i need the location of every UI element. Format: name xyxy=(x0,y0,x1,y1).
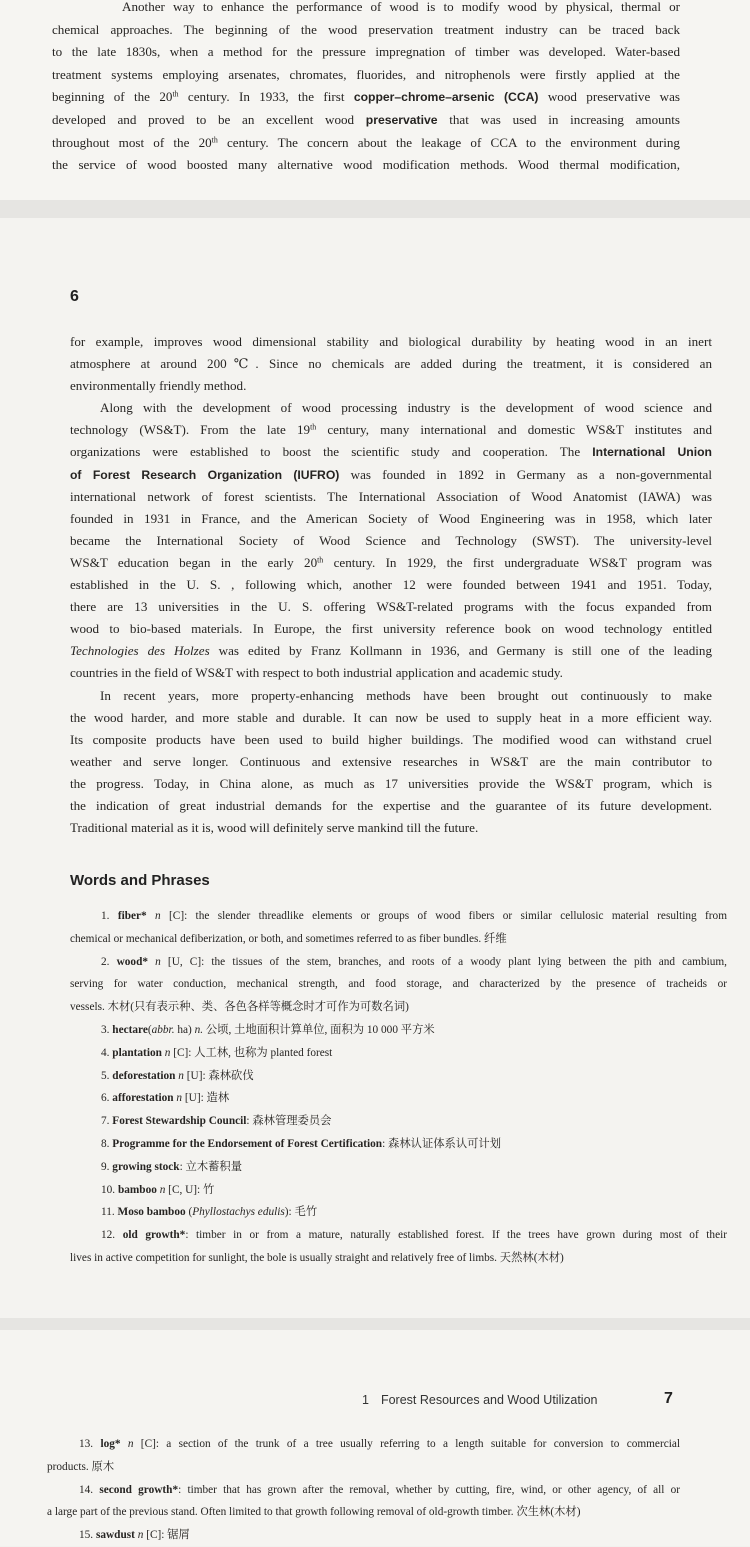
text-run: chemical approaches. The beginning of the wood preservation treatment industry can be traced back xyxy=(52,21,680,37)
text-line xyxy=(70,996,727,1019)
chapter-number: 1 xyxy=(362,1393,369,1407)
text-run: the service of wood boosted many alternative wood modification methods. Wood thermal modification, xyxy=(52,157,680,173)
text-run: to the late 1830s, when a method for the pressure impregnation of timber was developed. Water-based xyxy=(52,44,680,60)
bold-term: of Forest Research Organization (IUFRO) xyxy=(70,467,340,482)
text-line xyxy=(70,951,727,974)
text-run: 公顷, 土地面积计算单位, 面积为 10 000 平方米 xyxy=(203,1023,435,1036)
italic-text: n. xyxy=(194,1023,204,1036)
section-heading: Words and Phrases xyxy=(70,872,210,889)
bold-term: hectare xyxy=(112,1023,148,1036)
bold-term: International Union xyxy=(592,445,712,460)
text-run: ): 毛竹 xyxy=(284,1206,318,1219)
italic-text: n xyxy=(164,1046,171,1059)
glossary-entry xyxy=(70,951,727,1019)
text-run: : 立木蓄积量 xyxy=(179,1160,243,1173)
text-line xyxy=(70,928,727,951)
text-run: 13. xyxy=(79,1438,101,1450)
text-run: century. In 1929, the first undergraduate WS&T program was xyxy=(323,554,712,570)
italic-text: n xyxy=(178,1069,184,1082)
text-run: Along with the development of wood processing industry is the development of wood science and xyxy=(100,400,712,416)
text-line xyxy=(70,662,712,684)
bold-term: Forest Stewardship Council xyxy=(112,1115,247,1128)
text-line xyxy=(70,1065,727,1088)
text-line xyxy=(70,618,712,640)
text-line xyxy=(70,530,712,552)
text-run: : 森林管理委员会 xyxy=(246,1115,332,1128)
text-run: century. The concern about the leakage of CCA to the environment during xyxy=(217,134,680,150)
text-line xyxy=(70,729,712,751)
glossary-entry xyxy=(70,905,727,951)
text-line xyxy=(70,751,712,773)
text-run: developed and proved to be an excellent wood xyxy=(52,111,366,127)
text-run: 14. xyxy=(79,1483,100,1496)
text-run: Traditional material as it is, wood will definitely serve mankind till the future. xyxy=(70,820,479,836)
text-line xyxy=(52,132,680,155)
text-run: throughout most of the 20 xyxy=(52,134,212,150)
paragraph xyxy=(70,685,712,840)
bold-term: wood* xyxy=(116,955,148,968)
superscript: th xyxy=(211,134,218,144)
text-line xyxy=(70,1042,727,1065)
glossary-entry xyxy=(70,1133,727,1156)
glossary-entry xyxy=(70,1179,727,1202)
text-line xyxy=(70,1156,727,1179)
text-line xyxy=(70,1019,727,1042)
text-run: established in the U. S. , following which, another 12 were founded between 1941 and 1951. Today, xyxy=(70,577,712,593)
text-run: environmentally friendly method. xyxy=(70,378,247,394)
text-run: 9. xyxy=(101,1160,113,1173)
text-line xyxy=(70,1087,727,1110)
text-line xyxy=(70,353,712,375)
text-line xyxy=(70,973,727,996)
glossary-entry xyxy=(70,1087,727,1110)
text-run: 8. xyxy=(101,1137,113,1150)
text-run: [U, C]: the tissues of the stem, branches, and roots of a woody plant lying between the pith and cambium, xyxy=(160,955,728,968)
chapter-title: Forest Resources and Wood Utilization xyxy=(380,1393,598,1407)
text-line xyxy=(70,441,712,463)
page-number: 6 xyxy=(70,288,79,305)
text-line xyxy=(70,1224,727,1247)
superscript: th xyxy=(172,89,179,99)
italic-text: n xyxy=(127,1438,134,1450)
text-line xyxy=(70,486,712,508)
text-line xyxy=(47,1433,680,1456)
italic-text: n xyxy=(155,955,161,968)
text-run: : 森林认证体系认可计划 xyxy=(382,1137,502,1150)
text-run: [C, U]: 竹 xyxy=(165,1183,215,1196)
glossary-entry xyxy=(70,1065,727,1088)
text-line xyxy=(70,773,712,795)
text-run: the progress. Today, in China alone, as much as 17 universities provide the WS&T program, which is xyxy=(70,775,712,791)
glossary-entry xyxy=(70,1156,727,1179)
text-run: lives in active competition for sunlight, the bole is usually straight and relatively free of limbs. 天然林(木材) xyxy=(70,1251,564,1264)
text-line xyxy=(52,109,680,132)
text-line xyxy=(52,64,680,87)
text-line xyxy=(52,19,680,42)
bold-term: Programme for the Endorsement of Forest Certification xyxy=(112,1137,383,1150)
text-run: 12. xyxy=(101,1229,123,1242)
text-line xyxy=(70,1247,727,1270)
text-run: [U]: 造林 xyxy=(182,1092,230,1105)
text-run: the wood harder, and more stable and durable. It can now be used to supply heat in a more efficient way. xyxy=(70,709,712,725)
glossary-entry xyxy=(47,1524,680,1547)
text-run: wood to bio-based materials. In Europe, the first university reference book on wood technology entitled xyxy=(70,621,712,637)
text-run: 2. xyxy=(101,955,117,968)
text-run: the indication of great industrial demands for the expertise and the guarantee of its future development. xyxy=(70,797,712,813)
text-run: 6. xyxy=(101,1092,113,1105)
text-line xyxy=(70,905,727,928)
text-run: serving for water conduction, mechanical strength, and food storage, and characterized by the presence of tracheids or xyxy=(70,978,727,991)
text-line xyxy=(70,685,712,707)
glossary-list xyxy=(47,1433,680,1547)
body-text xyxy=(52,0,680,177)
text-run: ( xyxy=(185,1206,193,1219)
text-line xyxy=(70,1110,727,1133)
page-divider xyxy=(0,1318,750,1330)
text-run: beginning of the 20 xyxy=(52,89,173,105)
glossary-list xyxy=(70,905,727,1270)
text-run: [C]: 锯屑 xyxy=(143,1529,190,1542)
text-run xyxy=(147,910,155,922)
bold-term: Moso bamboo xyxy=(117,1206,186,1219)
text-run: atmosphere at around 200℃. Since no chemicals are added during the treatment, it is considered an xyxy=(70,356,712,372)
body-text xyxy=(70,331,712,839)
text-run: organizations were established to boost the scientific study and cooperation. The xyxy=(70,444,593,460)
text-run: was founded in 1892 in Germany as a non-governmental xyxy=(339,466,712,482)
text-run: was edited by Franz Kollmann in 1936, and Germany is still one of the leading xyxy=(209,643,713,659)
running-header xyxy=(362,1393,598,1407)
text-line xyxy=(70,1201,727,1224)
glossary-entry xyxy=(70,1224,727,1270)
previous-page-fragment xyxy=(0,0,750,200)
text-line xyxy=(70,375,712,397)
text-run: 5. xyxy=(101,1069,113,1082)
text-line xyxy=(52,0,680,19)
text-run: In recent years, more property-enhancing methods have been brought out continuously to make xyxy=(100,687,712,703)
text-run: 1. xyxy=(101,910,118,922)
text-line xyxy=(47,1524,680,1547)
text-run: 4. xyxy=(101,1046,113,1059)
text-run: [C]: 人工林, 也称为 planted forest xyxy=(170,1046,333,1059)
text-line xyxy=(70,574,712,596)
bold-term: bamboo xyxy=(117,1183,157,1196)
bold-term: plantation xyxy=(112,1046,162,1059)
italic-text: n xyxy=(176,1092,183,1105)
bold-term: sawdust xyxy=(95,1529,135,1542)
text-run: : timber in or from a mature, naturally established forest. If the trees have grown during most of their xyxy=(185,1229,727,1242)
paragraph xyxy=(70,397,712,684)
text-line xyxy=(70,707,712,729)
text-line xyxy=(52,41,680,64)
text-run: a large part of the previous stand. Often limited to that growth following removal of old-growth timber. 次生林(木材) xyxy=(47,1506,581,1519)
text-run: there are 13 universities in the U. S. offering WS&T-related programs with the focus expanded from xyxy=(70,599,712,615)
bold-term: deforestation xyxy=(112,1069,176,1082)
text-line xyxy=(70,397,712,419)
text-line xyxy=(70,331,712,353)
text-run: founded in 1931 in France, and the American Society of Wood Engineering was in 1958, which later xyxy=(70,510,712,526)
bold-term: fiber* xyxy=(117,910,147,922)
italic-text: n xyxy=(155,910,161,922)
glossary-entry xyxy=(70,1019,727,1042)
text-line xyxy=(47,1501,680,1524)
text-run: vessels. 木材(只有表示种、类、各色各样等概念时才可作为可数名词) xyxy=(70,1001,409,1014)
glossary-entry xyxy=(47,1479,680,1525)
text-run: products. 原木 xyxy=(47,1460,115,1473)
text-run: became the International Society of Wood Science and Technology (SWST). The university-level xyxy=(70,532,712,548)
bold-term: preservative xyxy=(365,112,438,127)
text-run: 7. xyxy=(101,1115,113,1128)
paragraph xyxy=(70,331,712,397)
text-run: chemical or mechanical defiberization, or both, and sometimes referred to as fiber bundles. 纤维 xyxy=(70,932,507,945)
glossary-entry xyxy=(47,1433,680,1479)
text-run: wood preservative was xyxy=(538,89,680,105)
bold-term: second growth* xyxy=(99,1483,179,1496)
text-line xyxy=(70,817,712,839)
text-line xyxy=(52,154,680,177)
text-run: [C]: a section of the trunk of a tree usually referring to a length suitable for conversion to commercial xyxy=(133,1438,681,1450)
text-line xyxy=(70,795,712,817)
text-run: century, many international and domestic WS&T institutes and xyxy=(316,422,712,438)
bold-term: growing stock xyxy=(112,1160,180,1173)
italic-text: abbr. xyxy=(151,1023,175,1036)
superscript: th xyxy=(310,422,317,432)
text-run: international network of forest scientists. The International Association of Wood Anatomist (IAWA) was xyxy=(70,488,712,504)
text-run: 11. xyxy=(101,1206,118,1219)
text-line xyxy=(70,640,712,662)
text-run: [C]: the slender threadlike elements or groups of wood fibers or similar cellulosic material resulting from xyxy=(160,910,727,922)
text-run: weather and serve longer. Continuous and extensive researches in WS&T are the main contributor to xyxy=(70,753,712,769)
text-run: technology (WS&T). From the late 19 xyxy=(70,422,311,438)
text-line xyxy=(70,596,712,618)
italic-text: Technologies des Holzes xyxy=(70,643,210,659)
text-run: 10. xyxy=(101,1183,118,1196)
italic-text: n xyxy=(137,1529,144,1542)
text-line xyxy=(47,1479,680,1502)
superscript: th xyxy=(317,555,324,565)
paragraph xyxy=(52,0,680,177)
glossary-entry xyxy=(70,1201,727,1224)
text-line xyxy=(70,419,712,441)
text-line xyxy=(70,552,712,574)
text-run xyxy=(121,1438,128,1450)
text-run: WS&T education began in the early 20 xyxy=(70,554,318,570)
text-run: 3. xyxy=(101,1023,113,1036)
italic-text: Phyllostachys edulis xyxy=(192,1206,285,1219)
bold-term: copper–chrome–arsenic (CCA) xyxy=(353,90,539,105)
text-line xyxy=(70,1179,727,1202)
text-line xyxy=(70,1133,727,1156)
text-run: Its composite products have been used to build higher buildings. The modified wood can withstand cruel xyxy=(70,731,712,747)
text-run: : timber that has grown after the removal, whether by cutting, fire, wind, or other agency, of all or xyxy=(178,1483,680,1496)
text-run: that was used in increasing amounts xyxy=(437,111,680,127)
text-run: treatment systems employing arsenates, chromates, fluorides, and nitrophenols were firstly applied at the xyxy=(52,66,680,82)
text-run: Another way to enhance the performance of wood is to modify wood by physical, thermal or xyxy=(122,0,680,14)
text-line xyxy=(47,1456,680,1479)
text-run: for example, improves wood dimensional stability and biological durability by heating wood in an inert xyxy=(70,334,712,349)
text-line xyxy=(52,86,680,109)
text-line xyxy=(70,464,712,486)
text-run: 15. xyxy=(79,1529,96,1542)
text-run: ( xyxy=(147,1023,152,1036)
page-divider xyxy=(0,200,750,218)
bold-term: log* xyxy=(100,1438,121,1450)
bold-term: old growth* xyxy=(122,1229,186,1242)
glossary-entry xyxy=(70,1110,727,1133)
page-number: 7 xyxy=(664,1390,673,1407)
text-run: ha) xyxy=(174,1023,195,1036)
glossary-entry xyxy=(70,1042,727,1065)
bold-term: afforestation xyxy=(112,1092,174,1105)
text-run: countries in the field of WS&T with respect to both industrial application and academic study. xyxy=(70,665,563,681)
text-run: [U]: 森林砍伐 xyxy=(183,1069,254,1082)
text-line xyxy=(70,508,712,530)
italic-text: n xyxy=(159,1183,166,1196)
text-run: century. In 1933, the first xyxy=(178,89,354,105)
